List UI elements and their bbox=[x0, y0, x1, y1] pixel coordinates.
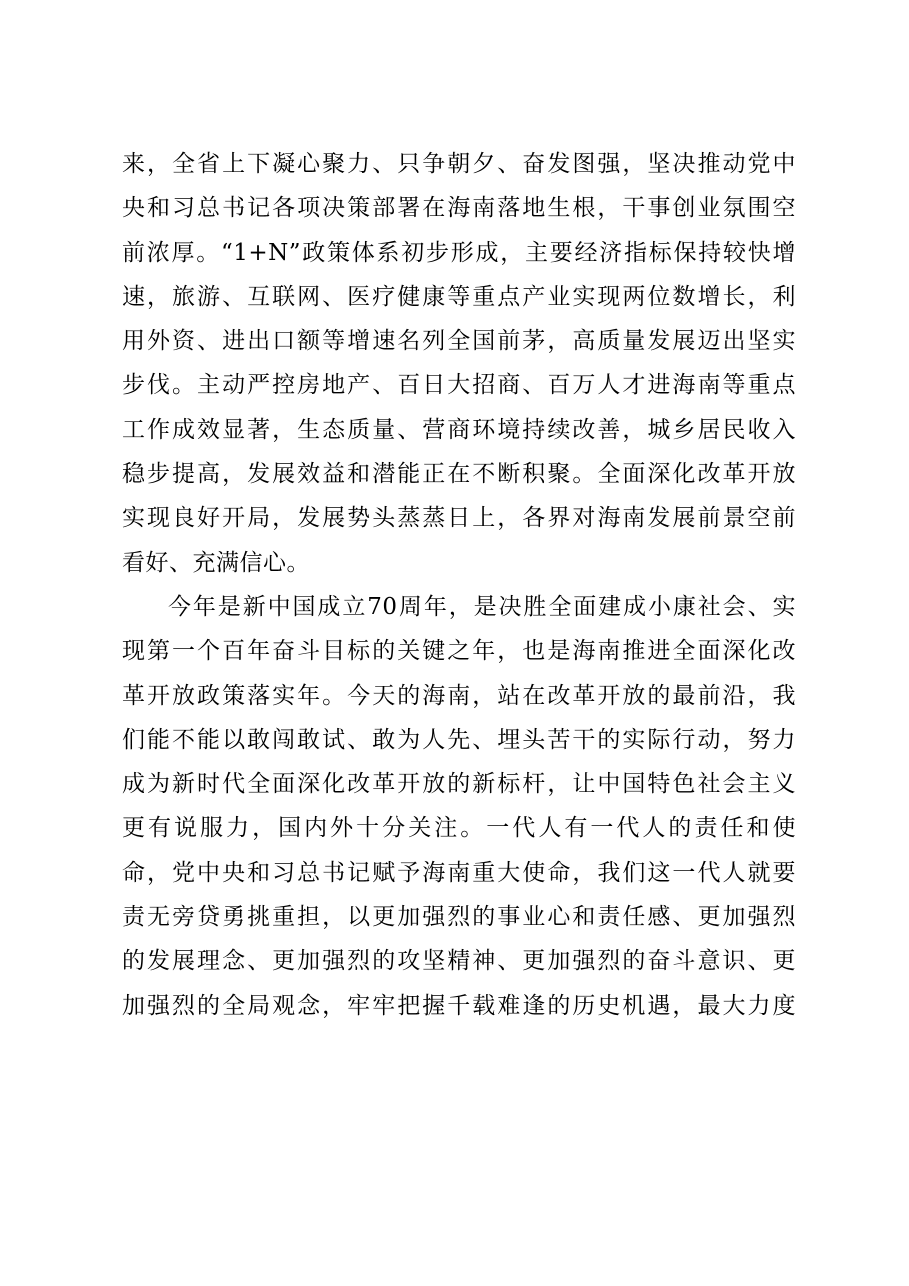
paragraph-1 bbox=[122, 142, 796, 585]
body-text bbox=[122, 142, 796, 1028]
text-line: 革开放政策落实年。今天的海南，站在改革开放的最前沿，我 bbox=[122, 682, 796, 709]
text-line: 成为新时代全面深化改革开放的新标杆，让中国特色社会主义 bbox=[122, 771, 796, 798]
text-line: 前浓厚。“1+N”政策体系初步形成，主要经济指标保持较快增 bbox=[122, 239, 796, 266]
text-line: 工作成效显著，生态质量、营商环境持续改善，城乡居民收入 bbox=[122, 416, 796, 443]
text-line: 来，全省上下凝心聚力、只争朝夕、奋发图强，坚决推动党中 bbox=[122, 151, 796, 177]
text-line: 步伐。主动严控房地产、百日大招商、百万人才进海南等重点 bbox=[122, 372, 796, 399]
text-line: 的发展理念、更加强烈的攻坚精神、更加强烈的奋斗意识、更 bbox=[122, 948, 796, 975]
text-line: 加强烈的全局观念，牢牢把握千载难逢的历史机遇，最大力度 bbox=[122, 992, 796, 1019]
text-line: 们能不能以敢闯敢试、敢为人先、埋头苦干的实际行动，努力 bbox=[122, 726, 796, 753]
text-line: 稳步提高，发展效益和潜能正在不断积聚。全面深化改革开放 bbox=[122, 461, 796, 488]
paragraph-2 bbox=[122, 585, 796, 1028]
text-line: 现第一个百年奋斗目标的关键之年，也是海南推进全面深化改 bbox=[122, 638, 796, 665]
text-line: 命，党中央和习总书记赋予海南重大使命，我们这一代人就要 bbox=[122, 859, 796, 886]
text-line: 责无旁贷勇挑重担，以更加强烈的事业心和责任感、更加强烈 bbox=[122, 904, 796, 931]
text-line: 实现良好开局，发展势头蒸蒸日上，各界对海南发展前景空前 bbox=[122, 505, 796, 532]
text-line: 用外资、进出口额等增速名列全国前茅，高质量发展迈出坚实 bbox=[122, 328, 796, 355]
text-line: 今年是新中国成立70周年，是决胜全面建成小康社会、实 bbox=[168, 593, 796, 620]
text-line: 速，旅游、互联网、医疗健康等重点产业实现两位数增长，利 bbox=[122, 283, 796, 310]
text-line: 更有说服力，国内外十分关注。一代人有一代人的责任和使 bbox=[122, 815, 796, 842]
text-line: 看好、充满信心。 bbox=[122, 549, 310, 576]
text-line: 央和习总书记各项决策部署在海南落地生根，干事创业氛围空 bbox=[122, 195, 796, 222]
